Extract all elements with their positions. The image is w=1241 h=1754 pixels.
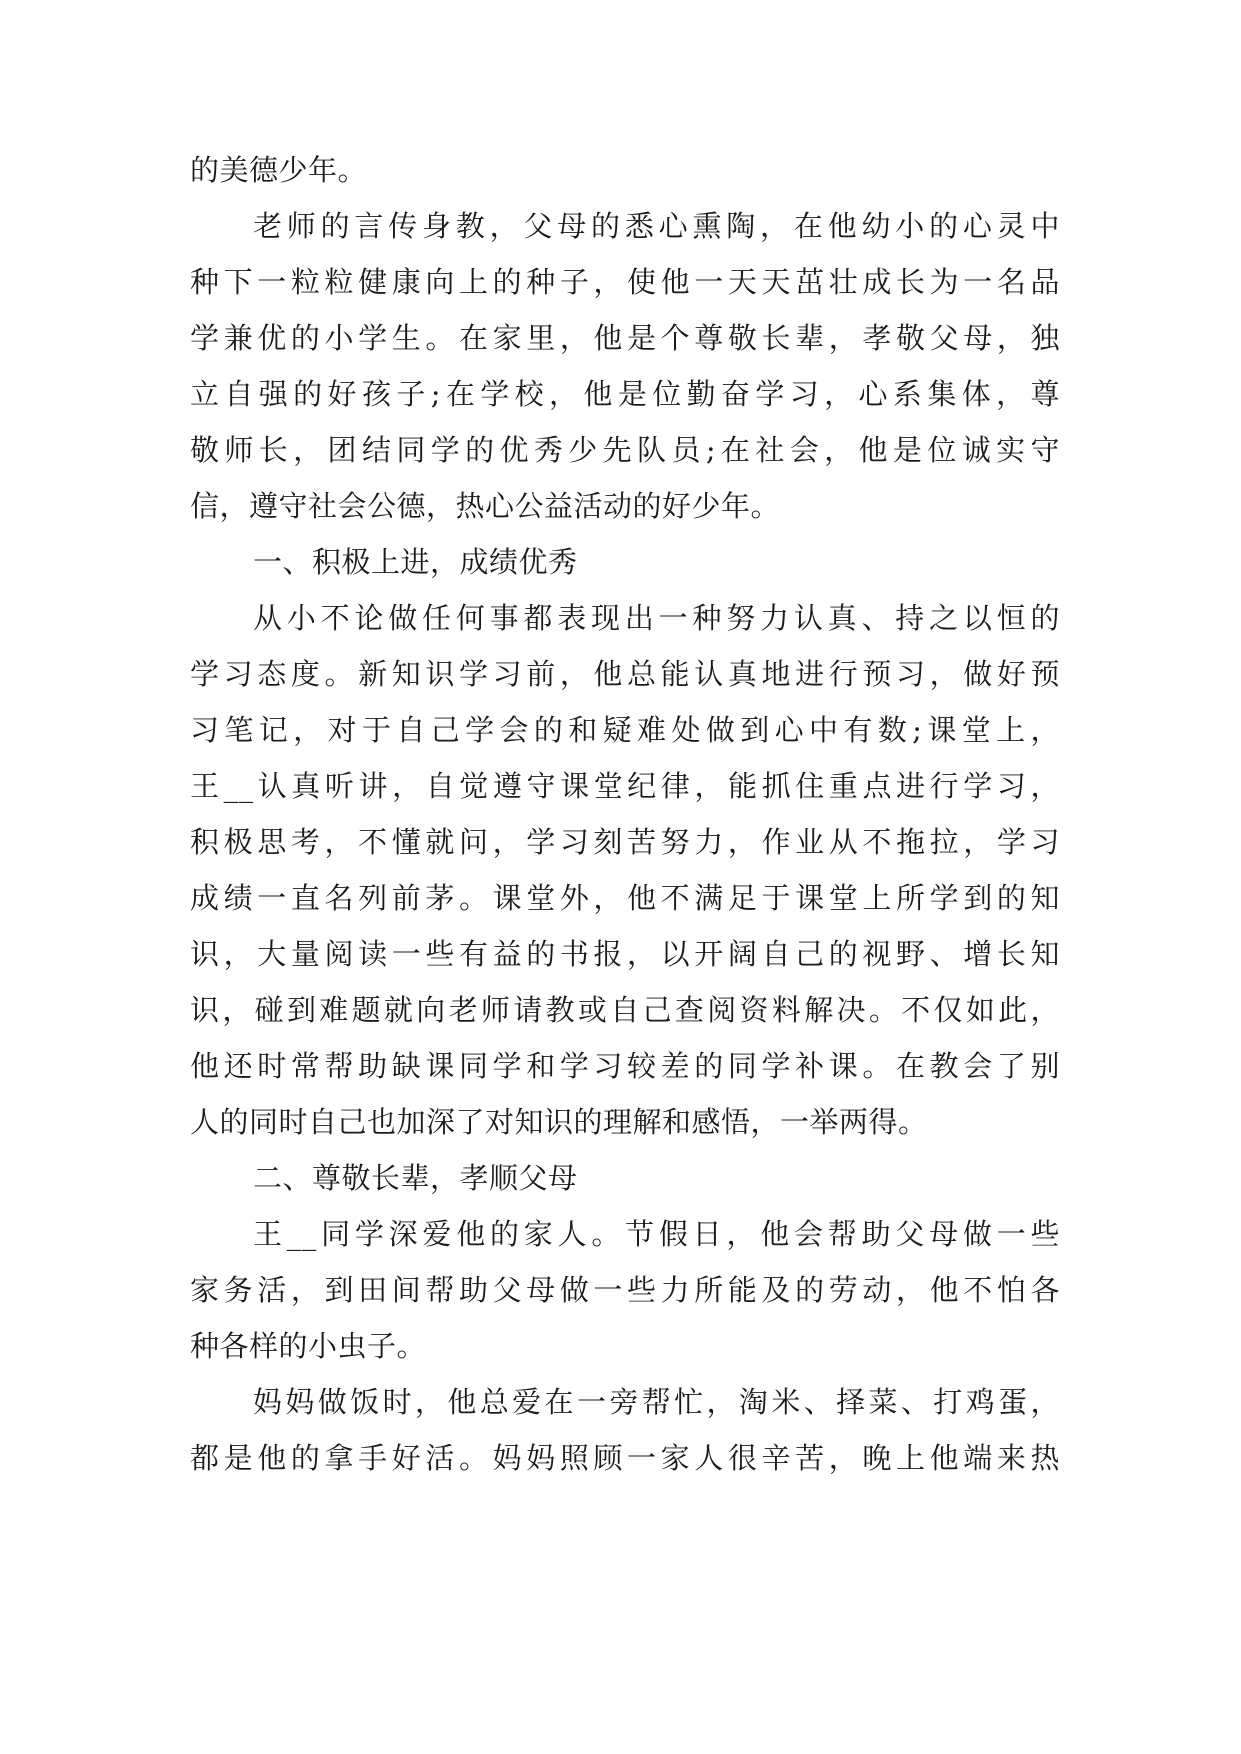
- text-line-21: 家务活，到田间帮助父母做一些力所能及的劳动，他不怕各: [190, 1273, 1060, 1307]
- text-line-11: 习笔记，对于自己学会的和疑难处做到心中有数;课堂上，: [190, 713, 1060, 747]
- text-line-17: 他还时常帮助缺课同学和学习较差的同学补课。在教会了别: [190, 1049, 1060, 1083]
- text-line-20: 王__同学深爱他的家人。节假日，他会帮助父母做一些: [253, 1217, 1060, 1251]
- text-line-15: 识，大量阅读一些有益的书报，以开阔自己的视野、增长知: [190, 937, 1060, 971]
- text-line-12: 王__认真听讲，自觉遵守课堂纪律，能抓住重点进行学习，: [190, 769, 1060, 803]
- text-line-1: 的美德少年。: [190, 153, 368, 187]
- text-line-18: 人的同时自己也加深了对知识的理解和感悟，一举两得。: [190, 1105, 928, 1139]
- section-heading-2: 二、尊敬长辈，孝顺父母: [253, 1161, 578, 1195]
- text-line-4: 学兼优的小学生。在家里，他是个尊敬长辈，孝敬父母，独: [190, 321, 1060, 355]
- text-line-5: 立自强的好孩子;在学校，他是位勤奋学习，心系集体，尊: [190, 377, 1060, 411]
- text-line-13: 积极思考，不懂就问，学习刻苦努力，作业从不拖拉，学习: [190, 825, 1060, 859]
- text-line-24: 都是他的拿手好活。妈妈照顾一家人很辛苦，晚上他端来热: [190, 1441, 1060, 1475]
- section-heading-1: 一、积极上进，成绩优秀: [253, 545, 578, 579]
- text-line-6: 敬师长，团结同学的优秀少先队员;在社会，他是位诚实守: [190, 433, 1060, 467]
- text-line-23: 妈妈做饭时，他总爱在一旁帮忙，淘米、择菜、打鸡蛋，: [253, 1385, 1060, 1419]
- text-line-3: 种下一粒粒健康向上的种子，使他一天天茁壮成长为一名品: [190, 265, 1060, 299]
- text-line-2: 老师的言传身教，父母的悉心熏陶，在他幼小的心灵中: [253, 209, 1060, 243]
- text-line-9: 从小不论做任何事都表现出一种努力认真、持之以恒的: [253, 601, 1060, 635]
- text-line-7: 信，遵守社会公德，热心公益活动的好少年。: [190, 489, 781, 523]
- text-line-22: 种各样的小虫子。: [190, 1329, 427, 1363]
- text-line-10: 学习态度。新知识学习前，他总能认真地进行预习，做好预: [190, 657, 1060, 691]
- text-line-16: 识，碰到难题就向老师请教或自己查阅资料解决。不仅如此，: [190, 993, 1060, 1027]
- text-line-14: 成绩一直名列前茅。课堂外，他不满足于课堂上所学到的知: [190, 881, 1060, 915]
